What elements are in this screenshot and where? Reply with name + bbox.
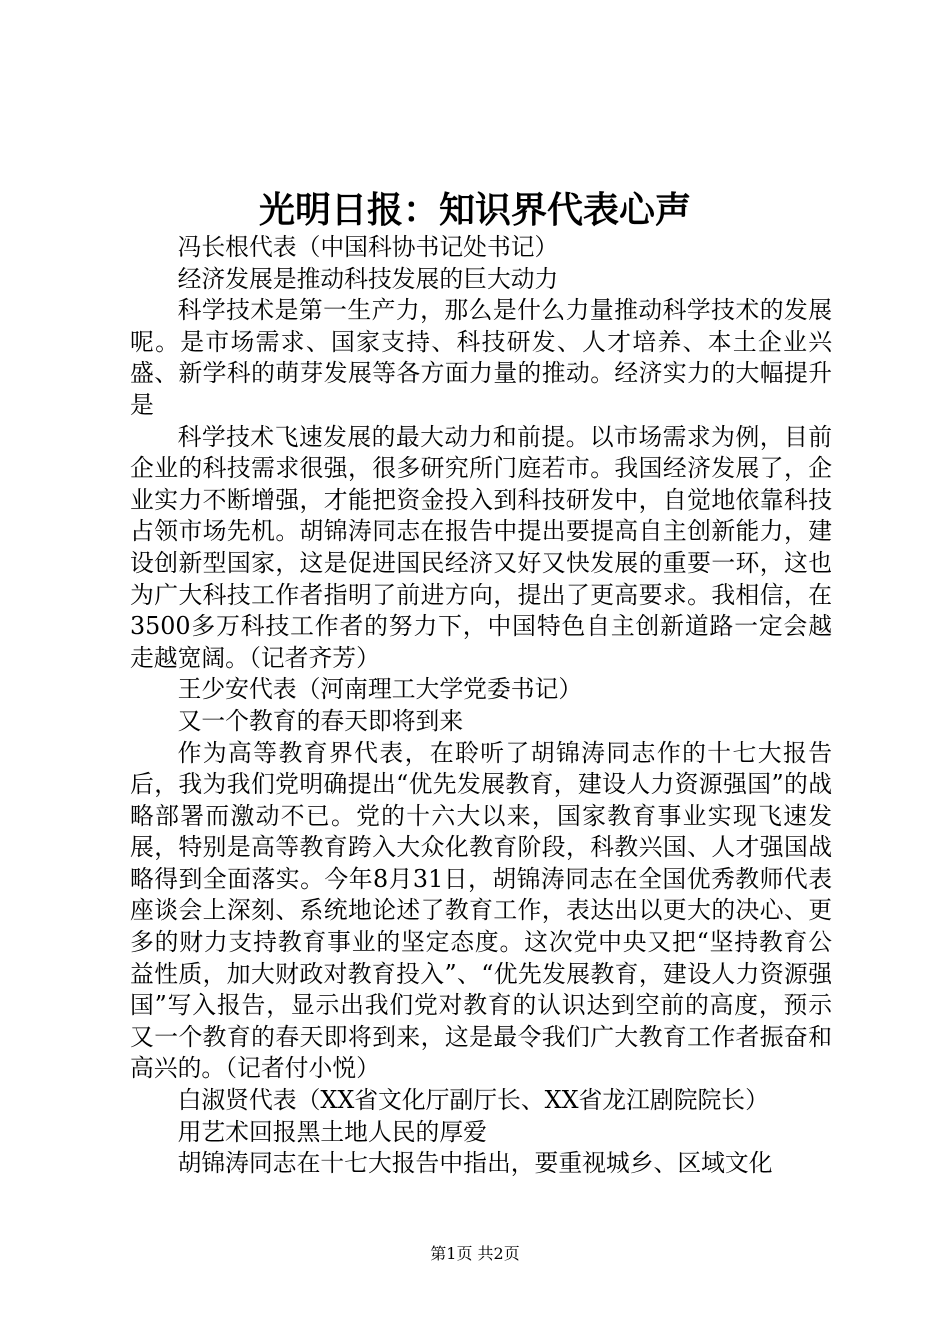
paragraph-8: 白淑贤代表（XX省文化厅副厅长、XX省龙江剧院院长） xyxy=(177,1086,769,1115)
paragraph-2: 经济发展是推动科技发展的巨大动力 xyxy=(177,264,559,293)
page-footer: 第1页 共2页 xyxy=(430,1244,520,1263)
paragraph-7: 作为高等教育界代表，在聆听了胡锦涛同志作的十七大报告后，我为我们党明确提出“优先发展教育，建设人力资源强国”的战略部署而激动不已。党的十六大以来，国家教育事业实现飞速发展，特别是高等教育跨入大众化教育阶段，科教兴国、人才强国战略得到全面落实。今年8月31日，胡锦涛同志在全国优秀教师代表座谈会上深刻、系统地论述了教育工作，表达出以更大的决心、更多的财力支持教育事业的坚定态度。这次党中央又把“坚持教育公益性质，加大财政对教育投入”、“优先发展教育，建设人力资源强国”写入报告，显示出我们党对教育的认识达到空前的高度，预示又一个教育的春天即将到来，这是最令我们广大教育工作者振奋和高兴的。（记者付小悦） xyxy=(130,738,832,1083)
paragraph-4: 科学技术飞速发展的最大动力和前提。以市场需求为例，目前企业的科技需求很强，很多研究所门庭若市。我国经济发展了，企业实力不断增强，才能把资金投入到科技研发中，自觉地依靠科技占领市场先机。胡锦涛同志在报告中提出要提高自主创新能力，建设创新型国家，这是促进国民经济又好又快发展的重要一环，这也为广大科技工作者指明了前进方向，提出了更高要求。我相信，在3500多万科技工作者的努力下，中国特色自主创新道路一定会越走越宽阔。（记者齐芳） xyxy=(130,422,832,672)
paragraph-5: 王少安代表（河南理工大学党委书记） xyxy=(177,675,583,704)
paragraph-10: 胡锦涛同志在十七大报告中指出，要重视城乡、区域文化 xyxy=(177,1149,773,1178)
document-body xyxy=(130,232,832,1180)
document-title: 光明日报：知识界代表心声 xyxy=(258,189,691,231)
paragraph-3: 科学技术是第一生产力，那么是什么力量推动科学技术的发展呢。是市场需求、国家支持、科技研发、人才培养、本土企业兴盛、新学科的萌芽发展等各方面力量的推动。经济实力的大幅提升是 xyxy=(130,296,832,419)
paragraph-9: 用艺术回报黑土地人民的厚爱 xyxy=(177,1117,487,1146)
paragraph-6: 又一个教育的春天即将到来 xyxy=(177,706,464,735)
paragraph-1: 冯长根代表（中国科协书记处书记） xyxy=(177,233,559,261)
